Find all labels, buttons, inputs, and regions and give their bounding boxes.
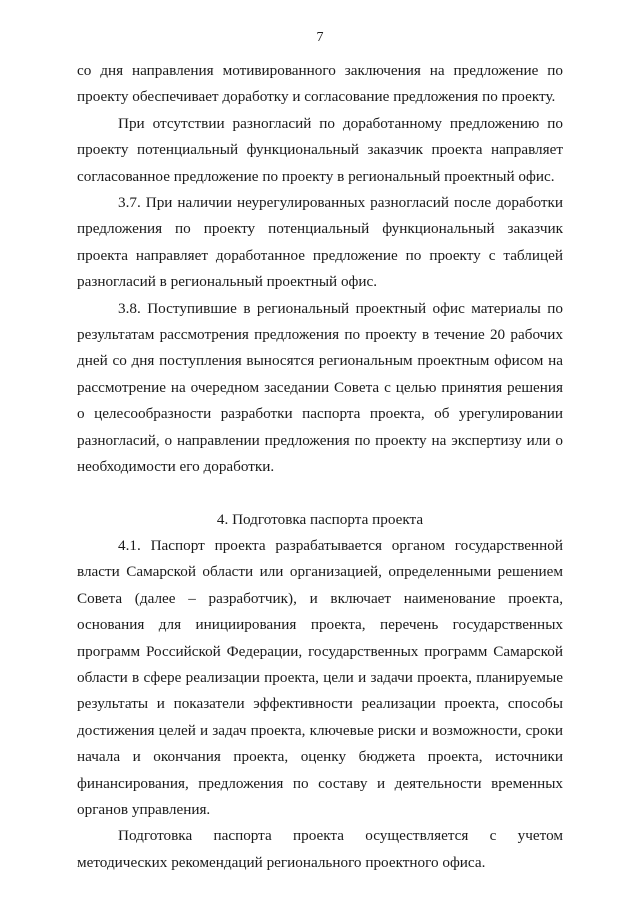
section-heading: 4. Подготовка паспорта проекта bbox=[216, 510, 424, 528]
paragraph-methodology: Подготовка паспорта проекта осуществляется с учетом методических рекомендаций регионального проектного офиса. bbox=[77, 827, 563, 871]
page-number: 7 bbox=[316, 30, 324, 45]
paragraph-4-1: 4.1. Паспорт проекта разрабатывается органом государственной власти Самарской области или организацией, определенными решением Совета (далее – разработчик), и включает наименование проекта, основания для инициирования проекта, перечень государственных программ Российской Федерации, государственных программ Самарской области в сфере реализации проекта, цели и задачи проекта, планируемые результаты и показатели эффективности реализации проекта, способы достижения целей и задач проекта, ключевые риски и возможности, сроки начала и окончания проекта, оценку бюджета проекта, источники финансирования, предложения по составу и деятельности временных органов управления. bbox=[77, 536, 563, 818]
paragraph-3-8: 3.8. Поступившие в региональный проектный офис материалы по результатам рассмотрения предложения по проекту в течение 20 рабочих дней со дня поступления выносятся региональным проектным офисом на рассмотрение на очередном заседании Совета с целью принятия решения о целесообразности разработки паспорта проекта, об урегулировании разногласий, о направлении предложения по проекту на экспертизу или о необходимости его доработки. bbox=[77, 299, 563, 476]
paragraph-3-7: 3.7. При наличии неурегулированных разногласий после доработки предложения по проекту потенциальный функциональный заказчик проекта направляет доработанное предложение по проекту с таблицей разногласий в региональный проектный офис. bbox=[77, 194, 563, 291]
paragraph-no-disagreements: При отсутствии разногласий по доработанному предложению по проекту потенциальный функциональный заказчик проекта направляет согласованное предложение по проекту в региональный проектный офис. bbox=[77, 114, 563, 185]
document-body bbox=[77, 58, 563, 876]
paragraph-continuation: со дня направления мотивированного заключения на предложение по проекту обеспечивает доработку и согласование предложения по проекту. bbox=[77, 62, 563, 106]
